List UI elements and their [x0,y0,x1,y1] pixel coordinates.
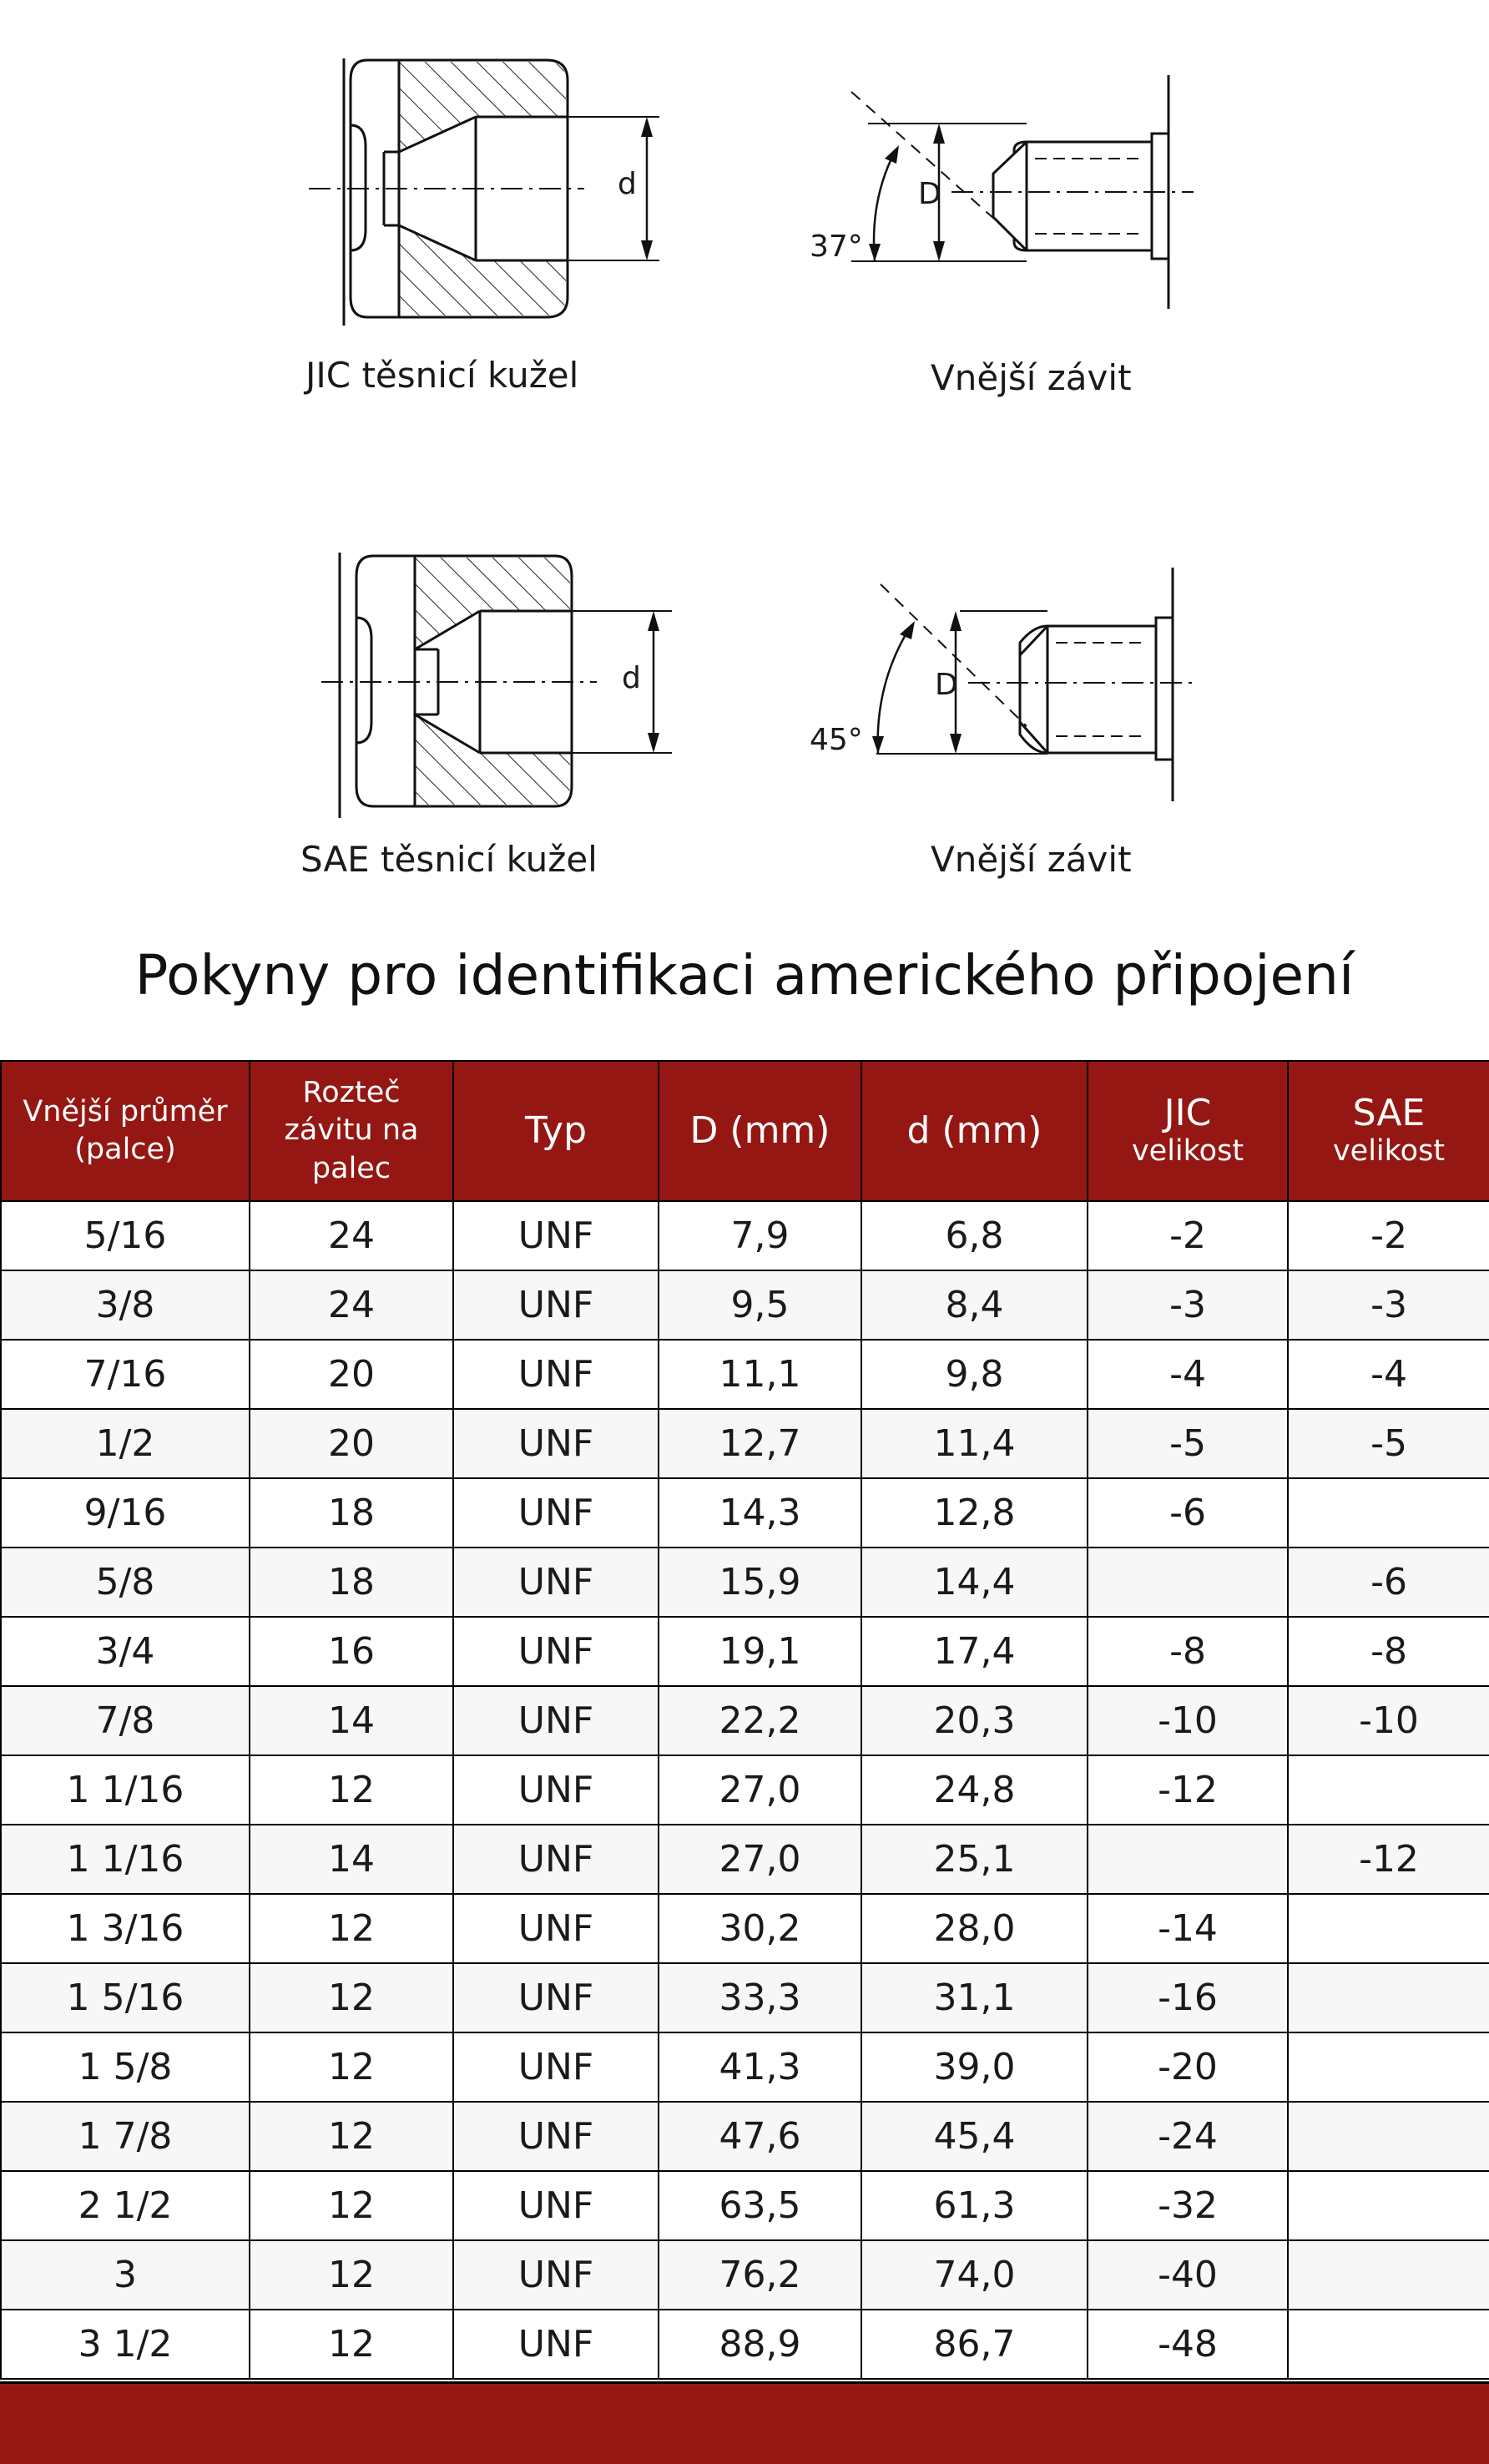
cell-d-mm: 86,7 [861,2310,1088,2379]
cell-jic-size: -10 [1088,1686,1288,1755]
cell-sae-size [1288,1755,1489,1825]
header-jic-size: JIC velikost [1088,1061,1288,1201]
sae-fitting-diagram [321,543,705,826]
cell-type: UNF [453,2032,659,2102]
sae-fitting-caption: SAE těsnicí kužel [300,839,598,880]
cell-D-mm: 14,3 [659,1478,861,1548]
connection-table [0,1060,1489,2380]
header-type: Typ [453,1061,659,1201]
cell-d-mm: 9,8 [861,1340,1088,1409]
cell-D-mm: 27,0 [659,1825,861,1894]
cell-sae-size: -2 [1288,1201,1489,1270]
cell-sae-size [1288,2032,1489,2102]
cell-thread-pitch: 12 [250,2102,453,2171]
cell-d-mm: 45,4 [861,2102,1088,2171]
cell-thread-pitch: 12 [250,2240,453,2310]
cell-d-mm: 25,1 [861,1825,1088,1894]
cell-thread-pitch: 24 [250,1270,453,1340]
jic-label-D: D [918,177,941,211]
table-row [1,1270,1489,1340]
cell-type: UNF [453,1409,659,1478]
cell-type: UNF [453,1963,659,2032]
cell-type: UNF [453,2102,659,2171]
cell-thread-pitch: 12 [250,2032,453,2102]
jic-angle-label: 37° [810,230,863,264]
cell-outer-diameter: 1 5/8 [1,2032,250,2102]
cell-outer-diameter: 3 1/2 [1,2310,250,2379]
cell-jic-size: -16 [1088,1963,1288,2032]
cell-outer-diameter: 7/16 [1,1340,250,1409]
cell-type: UNF [453,2240,659,2310]
cell-d-mm: 61,3 [861,2171,1088,2240]
cell-jic-size: -3 [1088,1270,1288,1340]
cell-thread-pitch: 18 [250,1548,453,1617]
cell-thread-pitch: 14 [250,1825,453,1894]
table-row [1,1548,1489,1617]
cell-outer-diameter: 1 1/16 [1,1755,250,1825]
cell-type: UNF [453,1617,659,1686]
cell-d-mm: 8,4 [861,1270,1088,1340]
cell-thread-pitch: 20 [250,1409,453,1478]
table-row [1,2310,1489,2379]
cell-type: UNF [453,1548,659,1617]
cell-type: UNF [453,1340,659,1409]
cell-sae-size [1288,1894,1489,1963]
sae-thread-diagram [801,559,1202,810]
cell-outer-diameter: 7/8 [1,1686,250,1755]
cell-d-mm: 12,8 [861,1478,1088,1548]
header-sae-size: SAE velikost [1288,1061,1489,1201]
header-outer-diameter: Vnější průměr (palce) [1,1061,250,1201]
cell-sae-size: -10 [1288,1686,1489,1755]
cell-d-mm: 24,8 [861,1755,1088,1825]
cell-D-mm: 41,3 [659,2032,861,2102]
table-row [1,1894,1489,1963]
cell-thread-pitch: 20 [250,1340,453,1409]
cell-outer-diameter: 1 7/8 [1,2102,250,2171]
cell-d-mm: 6,8 [861,1201,1088,1270]
sae-thread-caption: Vnější závit [931,839,1132,880]
table-row [1,1755,1489,1825]
cell-jic-size: -24 [1088,2102,1288,2171]
cell-jic-size: -8 [1088,1617,1288,1686]
table-row [1,1478,1489,1548]
cell-D-mm: 76,2 [659,2240,861,2310]
cell-sae-size: -6 [1288,1548,1489,1617]
cell-outer-diameter: 3 [1,2240,250,2310]
cell-thread-pitch: 18 [250,1478,453,1548]
cell-D-mm: 47,6 [659,2102,861,2171]
cell-D-mm: 30,2 [659,1894,861,1963]
cell-jic-size [1088,1825,1288,1894]
jic-thread-caption: Vnější závit [931,357,1132,398]
cell-jic-size: -32 [1088,2171,1288,2240]
cell-type: UNF [453,2171,659,2240]
cell-sae-size [1288,2310,1489,2379]
cell-outer-diameter: 5/16 [1,1201,250,1270]
cell-d-mm: 17,4 [861,1617,1088,1686]
cell-d-mm: 14,4 [861,1548,1088,1617]
page-title: Pokyny pro identifikaci amerického připojení [134,943,1355,1007]
cell-D-mm: 63,5 [659,2171,861,2240]
table-row [1,1825,1489,1894]
cell-type: UNF [453,1686,659,1755]
cell-jic-size: -5 [1088,1409,1288,1478]
cell-sae-size [1288,1963,1489,2032]
cell-outer-diameter: 9/16 [1,1478,250,1548]
cell-sae-size: -12 [1288,1825,1489,1894]
cell-d-mm: 39,0 [861,2032,1088,2102]
table-row [1,1963,1489,2032]
cell-jic-size: -4 [1088,1340,1288,1409]
cell-D-mm: 15,9 [659,1548,861,1617]
cell-D-mm: 7,9 [659,1201,861,1270]
cell-d-mm: 20,3 [861,1686,1088,1755]
cell-outer-diameter: 2 1/2 [1,2171,250,2240]
cell-sae-size: -4 [1288,1340,1489,1409]
sae-label-d: d [622,661,641,695]
cell-thread-pitch: 12 [250,1894,453,1963]
cell-outer-diameter: 3/4 [1,1617,250,1686]
cell-sae-size [1288,1478,1489,1548]
cell-thread-pitch: 16 [250,1617,453,1686]
cell-jic-size: -20 [1088,2032,1288,2102]
jic-thread-diagram [801,67,1202,317]
cell-jic-size: -14 [1088,1894,1288,1963]
cell-type: UNF [453,1270,659,1340]
cell-thread-pitch: 14 [250,1686,453,1755]
cell-D-mm: 88,9 [659,2310,861,2379]
cell-jic-size: -6 [1088,1478,1288,1548]
cell-jic-size: -40 [1088,2240,1288,2310]
cell-d-mm: 28,0 [861,1894,1088,1963]
cell-D-mm: 12,7 [659,1409,861,1478]
cell-sae-size [1288,2240,1489,2310]
table-row [1,2171,1489,2240]
cell-type: UNF [453,1201,659,1270]
cell-thread-pitch: 12 [250,1963,453,2032]
cell-sae-size [1288,2171,1489,2240]
cell-thread-pitch: 12 [250,2171,453,2240]
cell-D-mm: 11,1 [659,1340,861,1409]
cell-D-mm: 33,3 [659,1963,861,2032]
cell-sae-size: -3 [1288,1270,1489,1340]
table-row [1,1617,1489,1686]
jic-label-d: d [618,167,637,201]
cell-type: UNF [453,1755,659,1825]
table-row [1,1201,1489,1270]
cell-thread-pitch: 12 [250,1755,453,1825]
cell-D-mm: 9,5 [659,1270,861,1340]
cell-sae-size [1288,2102,1489,2171]
cell-type: UNF [453,1478,659,1548]
cell-d-mm: 74,0 [861,2240,1088,2310]
cell-outer-diameter: 5/8 [1,1548,250,1617]
cell-D-mm: 22,2 [659,1686,861,1755]
cell-sae-size: -8 [1288,1617,1489,1686]
header-thread-pitch: Rozteč závitu na palec [250,1061,453,1201]
cell-type: UNF [453,1825,659,1894]
cell-outer-diameter: 1 1/16 [1,1825,250,1894]
cell-outer-diameter: 3/8 [1,1270,250,1340]
cell-jic-size: -2 [1088,1201,1288,1270]
cell-jic-size: -48 [1088,2310,1288,2379]
header-D-mm: D (mm) [659,1061,861,1201]
sae-angle-label: 45° [810,723,863,757]
cell-D-mm: 19,1 [659,1617,861,1686]
cell-jic-size [1088,1548,1288,1617]
cell-d-mm: 31,1 [861,1963,1088,2032]
table-row [1,1340,1489,1409]
table-row [1,2032,1489,2102]
cell-thread-pitch: 12 [250,2310,453,2379]
cell-outer-diameter: 1/2 [1,1409,250,1478]
cell-D-mm: 27,0 [659,1755,861,1825]
table-row [1,1686,1489,1755]
table-header-row [1,1061,1489,1201]
cell-d-mm: 11,4 [861,1409,1088,1478]
table-row [1,2102,1489,2171]
cell-outer-diameter: 1 5/16 [1,1963,250,2032]
cell-sae-size: -5 [1288,1409,1489,1478]
table-row [1,2240,1489,2310]
cell-thread-pitch: 24 [250,1201,453,1270]
table-row [1,1409,1489,1478]
header-d-mm: d (mm) [861,1061,1088,1201]
cell-type: UNF [453,1894,659,1963]
cell-jic-size: -12 [1088,1755,1288,1825]
cell-outer-diameter: 1 3/16 [1,1894,250,1963]
footer-bar [0,2381,1489,2464]
cell-type: UNF [453,2310,659,2379]
jic-fitting-caption: JIC těsnicí kužel [305,355,579,396]
sae-label-D: D [935,668,958,702]
